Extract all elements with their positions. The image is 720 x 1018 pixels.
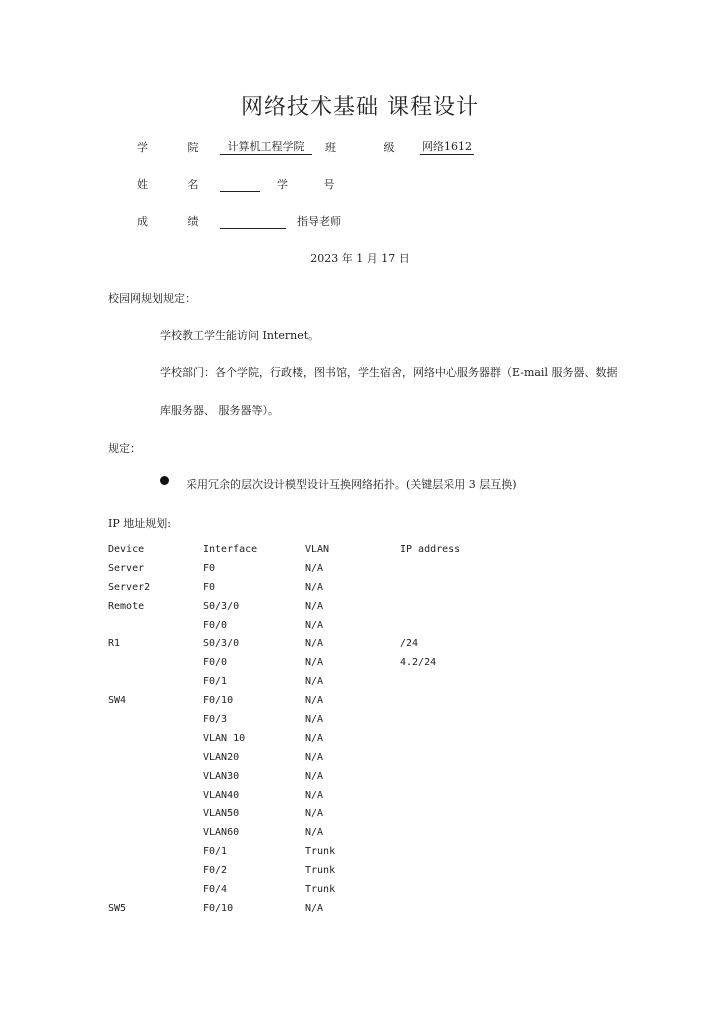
cell-device: Server2 bbox=[108, 581, 151, 593]
cell-vlan: N/A bbox=[305, 713, 324, 725]
ip-table-body bbox=[108, 559, 520, 918]
cell-interface: VLAN40 bbox=[203, 789, 240, 801]
cell-interface: F0/0 bbox=[203, 619, 228, 631]
cell-vlan: N/A bbox=[305, 808, 324, 820]
table-row bbox=[108, 861, 520, 880]
info-row-name-id bbox=[137, 176, 351, 192]
cell-interface: VLAN20 bbox=[203, 751, 240, 763]
table-row bbox=[108, 691, 520, 710]
cell-ip-address bbox=[400, 691, 520, 710]
cell-ip-address bbox=[400, 767, 520, 786]
cell-device bbox=[108, 880, 203, 899]
requirement-bullet-text: 采用冗余的层次设计模型设计互换网络拓扑。(关键层采用 3 层互换) bbox=[186, 478, 517, 491]
cell-ip-address bbox=[400, 842, 520, 861]
cell-ip-address: 4.2/24 bbox=[400, 657, 437, 669]
cell-vlan: N/A bbox=[305, 562, 324, 574]
cell-interface: F0/0 bbox=[203, 657, 228, 669]
table-row bbox=[108, 578, 520, 597]
cell-vlan: N/A bbox=[305, 732, 324, 744]
cell-vlan: N/A bbox=[305, 789, 324, 801]
cell-ip-address bbox=[400, 786, 520, 805]
cell-vlan: Trunk bbox=[305, 865, 336, 877]
cell-interface: F0/4 bbox=[203, 883, 228, 895]
grade-value bbox=[220, 215, 286, 229]
cell-interface: S0/3/0 bbox=[203, 600, 240, 612]
info-row-grade-teacher bbox=[137, 213, 341, 229]
cell-interface: F0/2 bbox=[203, 865, 228, 877]
cell-ip-address bbox=[400, 748, 520, 767]
cell-device: Server bbox=[108, 562, 145, 574]
cell-device bbox=[108, 748, 203, 767]
cell-vlan: N/A bbox=[305, 751, 324, 763]
cell-device: R1 bbox=[108, 638, 121, 650]
column-header-ip-address: IP address bbox=[400, 543, 461, 555]
cell-vlan: N/A bbox=[305, 581, 324, 593]
column-header-interface: Interface bbox=[203, 543, 258, 555]
table-row bbox=[108, 597, 520, 616]
table-row bbox=[108, 880, 520, 899]
cell-ip-address bbox=[400, 729, 520, 748]
cell-ip-address bbox=[400, 861, 520, 880]
column-header-vlan: VLAN bbox=[305, 543, 330, 555]
student-id-label: 学 号 bbox=[277, 178, 351, 191]
table-row bbox=[108, 710, 520, 729]
cell-ip-address bbox=[400, 899, 520, 918]
cell-device bbox=[108, 616, 203, 635]
cell-ip-address bbox=[400, 672, 520, 691]
table-row bbox=[108, 767, 520, 786]
cell-interface: F0/10 bbox=[203, 902, 234, 914]
cell-ip-address bbox=[400, 880, 520, 899]
cell-ip-address bbox=[400, 710, 520, 729]
cell-device bbox=[108, 767, 203, 786]
table-row bbox=[108, 616, 520, 635]
cell-vlan: N/A bbox=[305, 657, 324, 669]
name-label: 姓 名 bbox=[137, 178, 217, 191]
cell-ip-address: /24 bbox=[400, 638, 419, 650]
grade-label: 成 绩 bbox=[137, 215, 217, 228]
info-row-college-class bbox=[137, 138, 474, 155]
cell-interface: F0/3 bbox=[203, 713, 228, 725]
cell-vlan: N/A bbox=[305, 902, 324, 914]
class-label: 班 级 bbox=[325, 141, 417, 154]
teacher-label: 指导老师 bbox=[297, 215, 341, 228]
table-row bbox=[108, 842, 520, 861]
cell-vlan: N/A bbox=[305, 638, 324, 650]
table-row bbox=[108, 729, 520, 748]
table-row bbox=[108, 823, 520, 842]
bullet-icon bbox=[160, 476, 169, 485]
cell-ip-address bbox=[400, 597, 520, 616]
college-label: 学 院 bbox=[137, 141, 217, 154]
cell-interface: S0/3/0 bbox=[203, 638, 240, 650]
cell-interface: F0 bbox=[203, 562, 216, 574]
campus-paragraph-1: 学校教工学生能访问 Internet。 bbox=[160, 329, 320, 342]
cell-device bbox=[108, 786, 203, 805]
cell-interface: VLAN50 bbox=[203, 808, 240, 820]
cell-vlan: N/A bbox=[305, 770, 324, 782]
cell-device bbox=[108, 823, 203, 842]
cell-vlan: Trunk bbox=[305, 846, 336, 858]
ip-plan-heading: IP 地址规划: bbox=[108, 517, 171, 530]
cell-device bbox=[108, 653, 203, 672]
cell-ip-address bbox=[400, 559, 520, 578]
document-date: 2023 年 1 月 17 日 bbox=[310, 252, 410, 265]
cell-device bbox=[108, 710, 203, 729]
cell-vlan: N/A bbox=[305, 676, 324, 688]
cell-interface: VLAN30 bbox=[203, 770, 240, 782]
requirements-heading: 规定： bbox=[108, 442, 141, 455]
cell-interface: F0 bbox=[203, 581, 216, 593]
cell-device bbox=[108, 672, 203, 691]
cell-interface: F0/10 bbox=[203, 695, 234, 707]
cell-vlan: N/A bbox=[305, 695, 324, 707]
cell-ip-address bbox=[400, 823, 520, 842]
table-row bbox=[108, 653, 520, 672]
campus-paragraph-2-line-1: 学校部门：各个学院，行政楼，图书馆，学生宿舍，网络中心服务器群（E-mail 服务器、数据 bbox=[160, 366, 618, 379]
name-value bbox=[220, 178, 260, 192]
cell-vlan: N/A bbox=[305, 600, 324, 612]
cell-device bbox=[108, 729, 203, 748]
cell-device bbox=[108, 861, 203, 880]
cell-interface: F0/1 bbox=[203, 676, 228, 688]
table-row bbox=[108, 804, 520, 823]
class-value: 网络1612 bbox=[422, 140, 472, 153]
table-row bbox=[108, 748, 520, 767]
cell-interface: VLAN60 bbox=[203, 827, 240, 839]
campus-paragraph-2-line-2: 库服务器、 服务器等）。 bbox=[160, 404, 279, 417]
cell-device: SW4 bbox=[108, 695, 127, 707]
table-row bbox=[108, 786, 520, 805]
document-title: 网络技术基础 课程设计 bbox=[241, 95, 479, 120]
campus-heading: 校园网规划规定： bbox=[108, 292, 196, 305]
cell-device: Remote bbox=[108, 600, 145, 612]
cell-interface: F0/1 bbox=[203, 846, 228, 858]
table-header-row bbox=[108, 540, 520, 559]
cell-device: SW5 bbox=[108, 902, 127, 914]
college-value: 计算机工程学院 bbox=[220, 138, 312, 155]
cell-ip-address bbox=[400, 578, 520, 597]
table-row bbox=[108, 559, 520, 578]
cell-interface: VLAN 10 bbox=[203, 732, 246, 744]
table-row bbox=[108, 672, 520, 691]
ip-address-table bbox=[108, 540, 520, 918]
table-row bbox=[108, 634, 520, 653]
cell-vlan: Trunk bbox=[305, 883, 336, 895]
cell-device bbox=[108, 842, 203, 861]
cell-vlan: N/A bbox=[305, 619, 324, 631]
cell-ip-address bbox=[400, 616, 520, 635]
table-row bbox=[108, 899, 520, 918]
cell-ip-address bbox=[400, 804, 520, 823]
cell-vlan: N/A bbox=[305, 827, 324, 839]
column-header-device: Device bbox=[108, 543, 145, 555]
cell-device bbox=[108, 804, 203, 823]
